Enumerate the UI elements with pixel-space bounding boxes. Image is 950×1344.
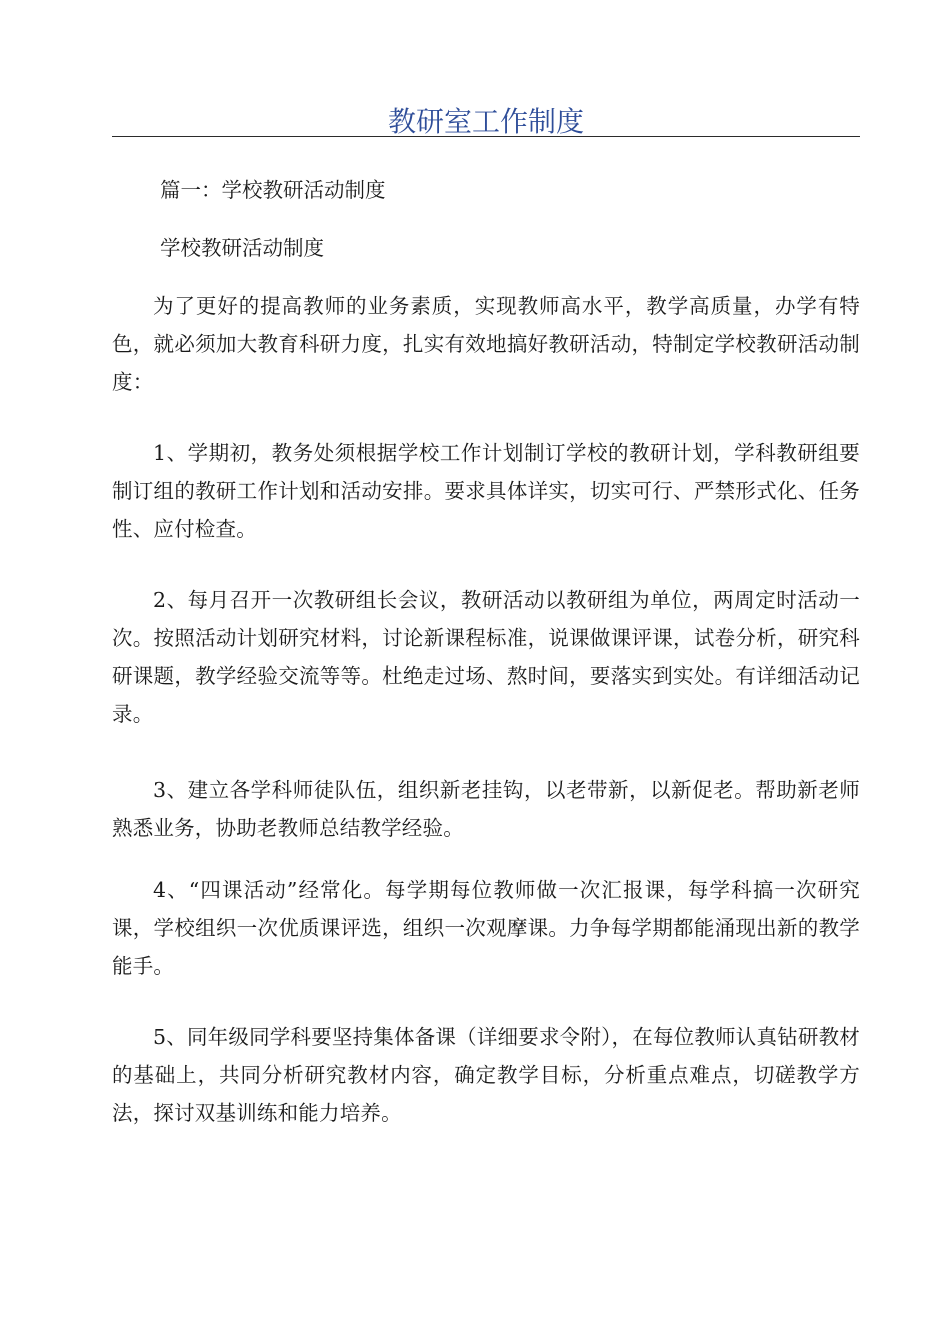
paragraph-intro: 为了更好的提高教师的业务素质，实现教师高水平，教学高质量，办学有特色，就必须加大教育科研力度，扎实有效地搞好教研活动，特制定学校教研活动制度： — [112, 294, 860, 394]
paragraph-item-1: 1、学期初，教务处须根据学校工作计划制订学校的教研计划，学科教研组要制订组的教研工作计划和活动安排。要求具体详实，切实可行、严禁形式化、任务性、应付检查。 — [112, 441, 860, 541]
paragraph-item-3: 3、建立各学科师徒队伍，组织新老挂钩，以老带新，以新促老。帮助新老师熟悉业务，协助老教师总结教学经验。 — [112, 778, 860, 840]
paragraph-item-5: 5、同年级同学科要坚持集体备课（详细要求令附），在每位教师认真钻研教材的基础上，共同分析研究教材内容，确定教学目标，分析重点难点，切磋教学方法，探讨双基训练和能力培养。 — [112, 1025, 860, 1125]
title-underline — [112, 136, 860, 137]
paragraph-item-2: 2、每月召开一次教研组长会议，教研活动以教研组为单位，两周定时活动一次。按照活动计划研究材料，讨论新课程标准，说课做课评课，试卷分析，研究科研课题，教学经验交流等等。杜绝走过场、熬时间，要落实到实处。有详细活动记录。 — [112, 588, 860, 726]
paragraph-item-4: 4、“四课活动”经常化。每学期每位教师做一次汇报课，每学科搞一次研究课，学校组织一次优质课评选，组织一次观摩课。力争每学期都能涌现出新的教学能手。 — [112, 878, 860, 978]
section-heading: 篇一：学校教研活动制度 — [160, 178, 386, 202]
sub-heading: 学校教研活动制度 — [160, 236, 324, 260]
document-title: 教研室工作制度 — [387, 105, 584, 138]
